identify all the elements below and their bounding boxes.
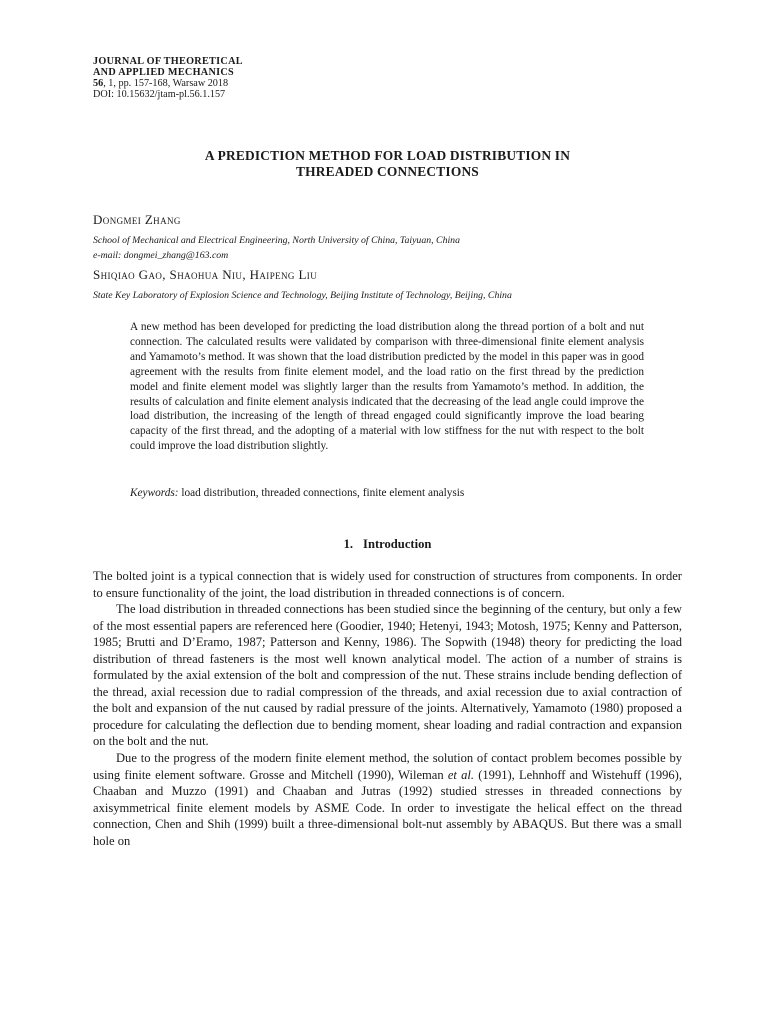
journal-issue-info: , 1, pp. 157-168, Warsaw 2018	[103, 78, 229, 89]
author-2-affiliation: State Key Laboratory of Explosion Science and Technology, Beijing Institute of Technology, Beijing, China	[93, 290, 512, 301]
paragraph-3-part-b: (1991), Lehnhoff and Wistehuff (1996), Chaaban and Muzzo (1991) and Chaaban and Jutras (1992) studied stresses in threaded connections by axisymmetrical finite element models by ASME Code. In order to investigate the helical effect on the thread connection, Chen and Shih (1999) built a three-dimensional bolt-nut assembly by ABAQUS. But there was a small hole on	[93, 767, 682, 848]
author-1-affiliation: School of Mechanical and Electrical Engineering, North University of China, Taiyuan, China	[93, 235, 460, 246]
abstract: A new method has been developed for predicting the load distribution along the thread portion of a bolt and nut connection. The calculated results were validated by comparison with three-dimensional finite element analysis and Yamamoto’s method. It was shown that the load distribution predicted by the model in this paper was in good agreement with the results from finite element model, and the load ratio on the first thread by the prediction model and finite element model was slightly larger than the results from Yamamoto’s method. In addition, the results of calculation and finite element analysis indicated that the decreasing of the lead angle could improve the load distribution, the increasing of the length of thread engaged could significantly improve the load bearing capacity of the first thread, and the adopting of a material with low stiffness for the nut with respect to the bolt could improve the load distribution slightly.	[130, 321, 644, 453]
author-1-names: Dongmei Zhang	[93, 212, 181, 227]
title-line2: THREADED CONNECTIONS	[296, 164, 479, 179]
paragraph-1: The bolted joint is a typical connection that is widely used for construction of structures from components. In order to ensure functionality of the joint, the load distribution in threaded connections is of concern.	[93, 569, 682, 600]
keywords-list: load distribution, threaded connections, finite element analysis	[181, 487, 465, 499]
journal-name-line2: AND APPLIED MECHANICS	[93, 67, 235, 78]
section-heading	[93, 537, 682, 552]
section-title: Introduction	[363, 537, 432, 551]
keywords-label: Keywords:	[130, 487, 179, 499]
keywords	[130, 487, 644, 499]
paragraph-3-part-a: Due to the progress of the modern finite element method, the solution of contact problem becomes possible by using finite element software. Grosse and Mitchell (1990), Wileman	[93, 751, 682, 782]
journal-volume: 56	[93, 78, 104, 89]
paragraph-2: The load distribution in threaded connections has been studied since the beginning of the century, but only a few of the most essential papers are referenced here (Goodier, 1940; Hetenyi, 1943; Motosh, 1975; Kenny and Patterson, 1985; Brutti and D’Eramo, 1987; Patterson and Kenny, 1986). The Sopwith (1948) theory for predicting the load distribution of thread fasteners is the most well known analytical model. The action of a number of strains is formulated by the axial extension of the bolt and compression of the nut. These strains include bending deflection of the thread, axial recession due to radial compression of the threads, and axial recession due to axial contraction of the bolt and expansion of the nut caused by radial pressure of the joints. Alternatively, Yamamoto (1980) proposed a procedure for calculating the deflection due to bending moment, shear loading and radial contraction and expansion on the bolt and the nut.	[93, 602, 682, 749]
author-1-email[interactable]: e-mail: dongmei_zhang@163.com	[93, 250, 229, 261]
paper-title	[93, 148, 682, 180]
journal-doi: DOI: 10.15632/jtam-pl.56.1.157	[93, 89, 226, 100]
journal-issue	[93, 78, 413, 89]
section-number: 1.	[343, 537, 354, 551]
title-line1: A PREDICTION METHOD FOR LOAD DISTRIBUTION IN	[204, 148, 571, 163]
author-2-names: Shiqiao Gao, Shaohua Niu, Haipeng Liu	[93, 267, 318, 282]
body-text	[93, 568, 682, 849]
journal-header	[93, 56, 413, 100]
paragraph-3	[93, 750, 682, 849]
journal-name-line1: JOURNAL OF THEORETICAL	[93, 56, 243, 67]
paragraph-3-et-al: et al.	[447, 767, 475, 782]
